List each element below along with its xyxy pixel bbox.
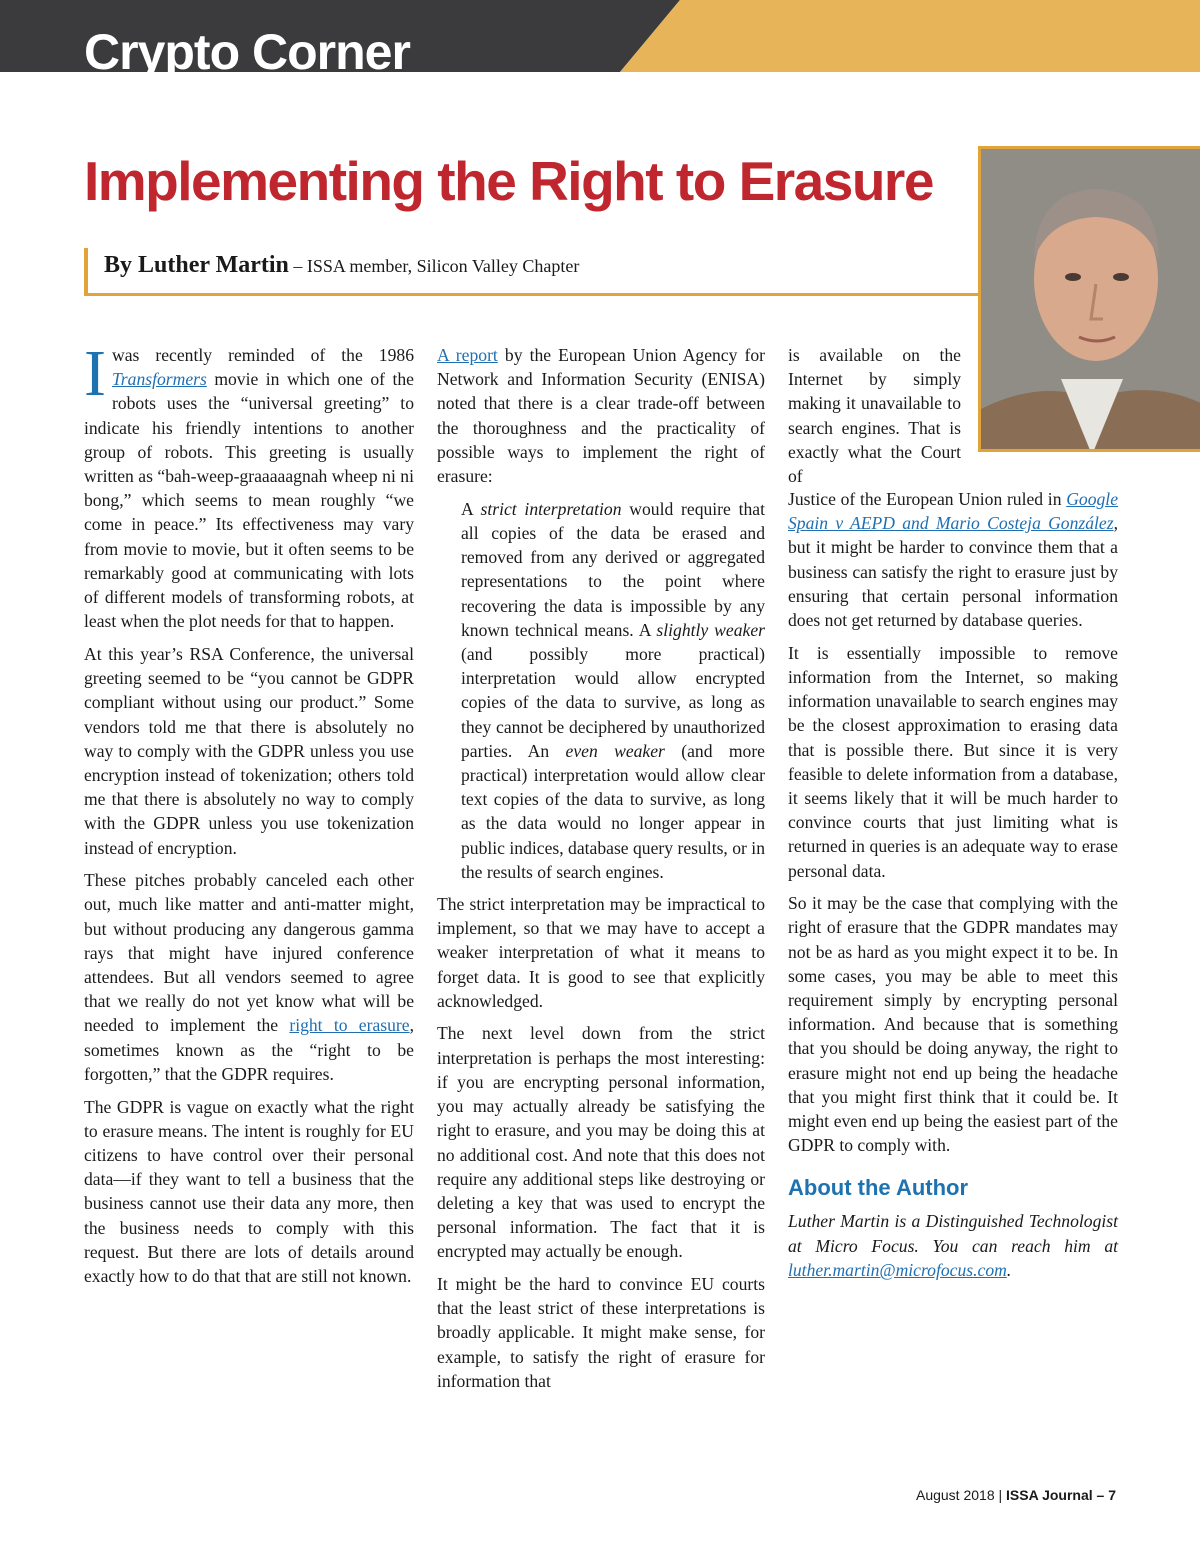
block-quote: A strict interpretation would require that all copies of the data be erased and removed from any derived or aggregated representations to the point where recovering the data is impossible by any known technical means. A slightly weaker (and possibly more practical) interpretation would allow encrypted copies of the data to survive, as long as they cannot be deciphered by unauthorized parties. An even weaker (and more practical) interpretation would allow clear text copies of the data to survive, as long as the data would no longer appear in public indices, database query results, or in the results of search engines.: [461, 498, 765, 882]
paragraph: The GDPR is vague on exactly what the right to erasure means. The intent is roughly for EU citizens to have control over their personal data—if they want to tell a business that the business cannot use their data any more, then the business needs to comply with this request. But there are lots of details around exactly how to do that that are still not known.: [84, 1096, 414, 1287]
section-title: Crypto Corner: [84, 24, 410, 80]
paragraph: is available on the Internet by simply making it unavailable to search engines. That is exactly what the Court of: [788, 345, 961, 487]
header-band-gold: [620, 0, 1200, 72]
paragraph: Justice of the European Union ruled in Google Spain v AEPD and Mario Costeja González, but it might be harder to convince them that a business can satisfy the right to erasure just by ensuring that certain personal information does not get returned by database queries.: [788, 489, 1118, 631]
paragraph: A report by the European Union Agency for Network and Information Security (ENISA) noted that there is a clear trade-off between the thoroughness and the practicality of possible ways to implement the right of erasure:: [437, 345, 765, 487]
paragraph: These pitches probably canceled each other out, much like matter and anti-matter might, but without producing any dangerous gamma rays that might have injured conference attendees. But all vendors seemed to agree that we really do not yet know what will be needed to implement the right to erasure, sometimes known as the “right to be forgotten,” that the GDPR requires.: [84, 870, 414, 1084]
transformers-link[interactable]: Transformers: [111, 369, 207, 390]
right-to-erasure-link[interactable]: right to erasure: [289, 1015, 410, 1036]
paragraph: It is essentially impossible to remove information from the Internet, so making information unavailable to search engines may be the closest approximation to erasing data that is possible there. But since it is very feasible to delete information from a database, it seems likely that it will be much harder to convince courts that just limiting what is returned in queries is an adequate way to erase personal data.: [788, 642, 1118, 881]
google-spain-case-link[interactable]: Google Spain v AEPD and Mario Costeja González: [788, 489, 1118, 534]
byline: [84, 248, 980, 296]
column-2: [437, 343, 765, 1402]
paragraph: At this year’s RSA Conference, the universal greeting seemed to be “you cannot be GDPR compliant without using our product.” Some vendors told me that there is absolutely no way to comply with the GDPR unless you use encryption instead of tokenization; others told me that there is absolutely no way to comply with the GDPR unless you use tokenization instead of encryption.: [84, 643, 414, 858]
report-link[interactable]: A report: [437, 345, 498, 365]
page-footer: [916, 1487, 1116, 1503]
article-title: Implementing the Right to Erasure: [84, 150, 933, 212]
column-3: [788, 487, 1118, 1291]
footer-date: August 2018 |: [915, 1487, 1007, 1503]
author-name: By Luther Martin: [104, 252, 289, 278]
paragraph: The next level down from the strict interpretation is perhaps the most interesting: if you are encrypting personal information, you may actually already be satisfying the right to erasure, and you may be doing this at no additional cost. And note that this does not require any additional steps like destroying or deleting a key that was used to encrypt the personal information. The fact that it is encrypted may actually be enough.: [437, 1023, 765, 1262]
author-photo: [978, 146, 1200, 452]
about-author-heading: About the Author: [788, 1175, 969, 1201]
author-email-link[interactable]: luther.martin@microfocus.com: [788, 1259, 1007, 1280]
column-3-top: [788, 343, 961, 488]
paragraph: The strict interpretation may be impractical to implement, so that we may have to accept a weaker interpretation of what it means to forget data. It is good to see that explicitly acknowledged.: [437, 893, 765, 1011]
footer-journal: ISSA Journal – 7: [1006, 1487, 1116, 1503]
column-1: [84, 337, 414, 1297]
author-bio: Luther Martin is a Distinguished Technologist at Micro Focus. You can reach him at luther.martin@microfocus.com.: [788, 1211, 1118, 1280]
drop-cap: I: [84, 337, 106, 410]
paragraph: So it may be the case that complying with the right of erasure that the GDPR mandates may not be as hard as you might expect it to be. In some cases, you may be able to meet this requirement simply by encrypting personal information. And because that is something that you should be doing anyway, the right to erasure might not end up being the headache that you might first think that it could be. It might even end up being the easiest part of the GDPR to comply with.: [788, 893, 1118, 1156]
author-affiliation: – ISSA member, Silicon Valley Chapter: [288, 256, 580, 276]
paragraph: I was recently reminded of the 1986 Transformers movie in which one of the robots uses the “universal greeting” to indicate his friendly intentions to another group of robots. This greeting is usually written as “bah-weep-graaaaagnah wheep ni ni bong,” which seems to mean roughly “we come in peace.” Its effectiveness may vary from movie to movie, but it often seems to be remarkably good at communicating with lots of different models of transforming robots, at least when the plot needs for that to happen.: [84, 337, 414, 632]
paragraph: It might be the hard to convince EU courts that the least strict of these interpretations is broadly applicable. It might make sense, for example, to satisfy the right of erasure for information that: [437, 1274, 765, 1391]
